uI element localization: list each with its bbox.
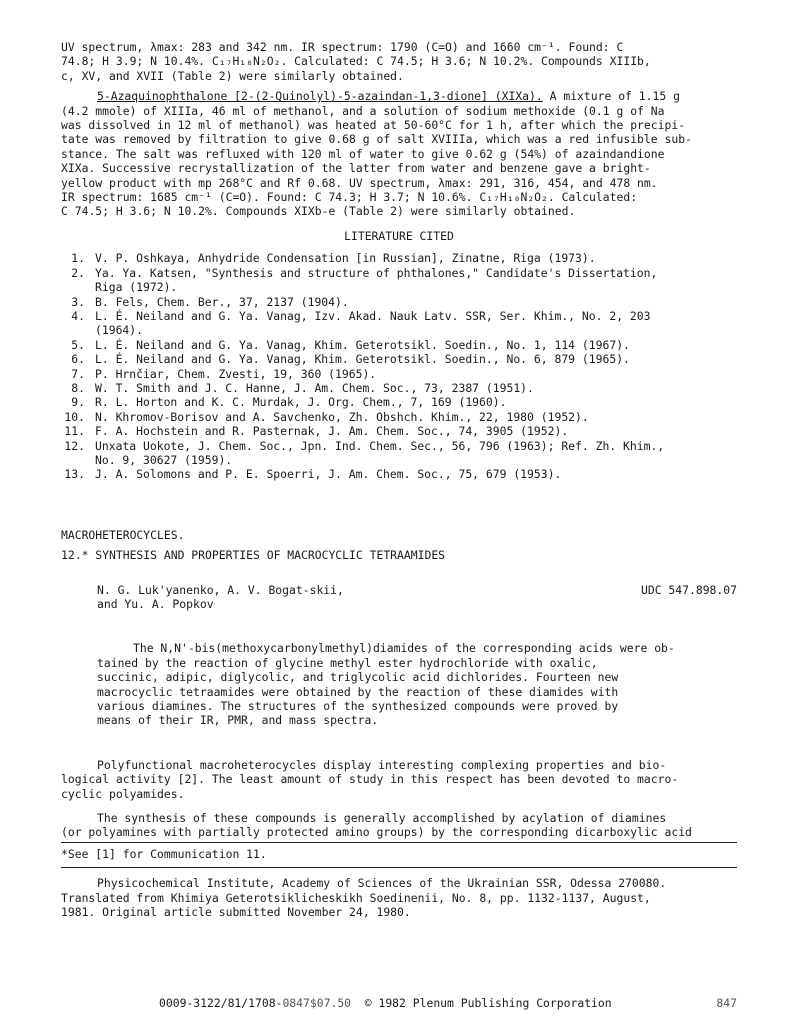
reference-number: 9. — [71, 395, 85, 410]
reference-text: L. É. Neiland and G. Ya. Vanag, Khim. Geterotsikl. Soedin., No. 6, 879 (1965). — [95, 352, 630, 367]
reference-number: 2. — [71, 265, 85, 280]
reference-number: 7. — [71, 366, 85, 381]
text-line: Physicochemical Institute, Academy of Sciences of the Ukrainian SSR, Odessa 270080. — [97, 876, 667, 891]
text-line: macrocyclic tetraamides were obtained by the reaction of these diamides with — [97, 684, 619, 699]
text-line: C 74.5; H 3.6; N 10.2%. Compounds XIXb-e (Table 2) were similarly obtained. — [61, 204, 576, 219]
authors: and Yu. A. Popkov — [97, 597, 214, 611]
reference-number: 5. — [71, 337, 85, 352]
page-number: 847 — [716, 996, 737, 1010]
azaquinophthalone-paragraph — [61, 89, 737, 219]
footnote: *See [1] for Communication 11. — [61, 846, 267, 861]
text-line: A mixture of 1.15 g — [549, 89, 680, 104]
reference-number: 12. — [64, 438, 85, 453]
text-line: (4.2 mmole) of XIIIa, 46 ml of methanol, and a solution of sodium methoxide (0.1 g of Na — [61, 103, 665, 118]
text-line: (or polyamines with partially protected amino groups) by the corresponding dicarboxylic acid — [61, 825, 692, 840]
reference-text: Unxata Uokote, J. Chem. Soc., Jpn. Ind. Chem. Sec., 56, 796 (1963); Ref. Zh. Khim., — [95, 438, 665, 453]
authors: N. G. Luk'yanenko, A. V. Bogat-skii, — [97, 582, 344, 597]
reference-text: Ya. Ya. Katsen, "Synthesis and structure of phthalones," Candidate's Dissertation, — [95, 265, 658, 280]
reference-text: No. 9, 30627 (1959). — [95, 452, 233, 467]
text-line: c, XV, and XVII (Table 2) were similarly obtained. — [61, 68, 404, 83]
reference-item — [61, 266, 737, 295]
reference-number: 6. — [71, 352, 85, 367]
journal-page — [61, 40, 737, 920]
compound-heading: 5-Azaquinophthalone [2-(2-Quinolyl)-5-azaindan-1,3-dione] (XIXa). — [97, 89, 543, 104]
text-line: yellow product with mp 268°C and Rf 0.68. UV spectrum, λmax: 291, 316, 454, and 478 nm. — [61, 175, 658, 190]
reference-item — [61, 295, 737, 309]
text-line: Polyfunctional macroheterocycles display interesting complexing properties and bio- — [97, 757, 667, 772]
reference-number: 11. — [64, 424, 85, 439]
reference-text: B. Fels, Chem. Ber., 37, 2137 (1904). — [95, 294, 349, 309]
footer-rule — [61, 867, 737, 868]
intro-paragraph — [61, 40, 737, 83]
text-line: various diamines. The structures of the synthesized compounds were proved by — [97, 699, 619, 714]
reference-item — [61, 381, 737, 395]
reference-text: V. P. Oshkaya, Anhydride Condensation [in Russian], Zinatne, Riga (1973). — [95, 251, 596, 266]
copyright: © 1982 Plenum Publishing Corporation — [364, 996, 612, 1010]
reference-item — [61, 352, 737, 366]
reference-item — [61, 410, 737, 424]
text-line: tained by the reaction of glycine methyl ester hydrochloride with oxalic, — [97, 655, 598, 670]
reference-text: N. Khromov-Borisov and A. Savchenko, Zh. Obshch. Khim., 22, 1980 (1952). — [95, 409, 589, 424]
reference-item — [61, 424, 737, 438]
reference-item — [61, 251, 737, 265]
reference-text: W. T. Smith and J. C. Hanne, J. Am. Chem. Soc., 73, 2387 (1951). — [95, 380, 534, 395]
reference-number: 10. — [64, 409, 85, 424]
text-line: logical activity [2]. The least amount of study in this respect has been devoted to macro- — [61, 772, 679, 787]
reference-text: J. A. Solomons and P. E. Spoerri, J. Am. Chem. Soc., 75, 679 (1953). — [95, 467, 562, 482]
reference-item — [61, 439, 737, 468]
reference-text: P. Hrnčiar, Chem. Zvesti, 19, 360 (1965). — [95, 366, 377, 381]
text-line: tate was removed by filtration to give 0.68 g of salt XVIIIa, which was a red infusible sub- — [61, 132, 692, 147]
author-block — [61, 583, 737, 612]
text-line: The synthesis of these compounds is generally accomplished by acylation of diamines — [97, 811, 667, 826]
series-title: MACROHETEROCYCLES. — [61, 527, 185, 542]
text-line: The N,N'-bis(methoxycarbonylmethyl)diamides of the corresponding acids were ob- — [133, 641, 675, 656]
reference-item — [61, 367, 737, 381]
reference-number: 1. — [71, 251, 85, 266]
reference-item — [61, 395, 737, 409]
abstract — [97, 641, 725, 727]
literature-heading: LITERATURE CITED — [344, 228, 454, 243]
reference-number: 13. — [64, 467, 85, 482]
text-line: UV spectrum, λmax: 283 and 342 nm. IR spectrum: 1790 (C=O) and 1660 cm⁻¹. Found: C — [61, 40, 624, 54]
price-code: 0847$07.50 — [282, 996, 352, 1010]
reference-item — [61, 467, 737, 481]
text-line: IR spectrum: 1685 cm⁻¹ (C=O). Found: C 74.3; H 3.7; N 10.6%. C₁₇H₁₀N₂O₂. Calculated: — [61, 190, 638, 205]
reference-text: F. A. Hochstein and R. Pasternak, J. Am. Chem. Soc., 74, 3905 (1952). — [95, 424, 569, 439]
reference-item — [61, 309, 737, 338]
text-line: 74.8; H 3.9; N 10.4%. C₁₇H₁₀N₂O₂. Calculated: C 74.5; H 3.6; N 10.2%. Compounds XIIIb, — [61, 54, 651, 69]
text-line: 1981. Original article submitted November 24, 1980. — [61, 905, 411, 920]
body-paragraph — [61, 811, 737, 840]
reference-number: 4. — [71, 308, 85, 323]
journal-code: 0009-3122/81/1708- — [159, 996, 283, 1010]
reference-text: R. L. Horton and K. C. Murdak, J. Org. Chem., 7, 169 (1960). — [95, 395, 507, 410]
reference-text: L. É. Neiland and G. Ya. Vanag, Izv. Akad. Nauk Latv. SSR, Ser. Khim., No. 2, 203 — [95, 308, 651, 323]
text-line: cyclic polyamides. — [61, 786, 185, 801]
page-footer — [61, 996, 737, 1010]
reference-list — [61, 251, 737, 482]
text-line: means of their IR, PMR, and mass spectra. — [97, 713, 379, 728]
reference-text: (1964). — [95, 323, 144, 338]
text-line: Translated from Khimiya Geterotsiklicheskikh Soedinenii, No. 8, pp. 1132-1137, August, — [61, 890, 651, 905]
affiliation — [61, 876, 737, 919]
body-paragraph — [61, 758, 737, 801]
reference-text: Riga (1972). — [95, 280, 178, 295]
reference-number: 3. — [71, 294, 85, 309]
reference-item — [61, 338, 737, 352]
footnote-rule — [61, 842, 737, 843]
text-line: XIXa. Successive recrystallization of the latter from water and benzene gave a bright- — [61, 161, 651, 176]
reference-number: 8. — [71, 380, 85, 395]
text-line: succinic, adipic, diglycolic, and triglycolic acid dichlorides. Fourteen new — [97, 670, 619, 685]
reference-text: L. É. Neiland and G. Ya. Vanag, Khim. Geterotsikl. Soedin., No. 1, 114 (1967). — [95, 337, 630, 352]
text-line: was dissolved in 12 ml of methanol) was heated at 50-60°C for 1 h, after which the precipi- — [61, 118, 686, 133]
text-line: stance. The salt was refluxed with 120 ml of water to give 0.62 g (54%) of azaindandione — [61, 146, 665, 161]
udc-code: UDC 547.898.07 — [640, 582, 737, 597]
article-title: 12.* SYNTHESIS AND PROPERTIES OF MACROCYCLIC TETRAAMIDES — [61, 548, 446, 563]
